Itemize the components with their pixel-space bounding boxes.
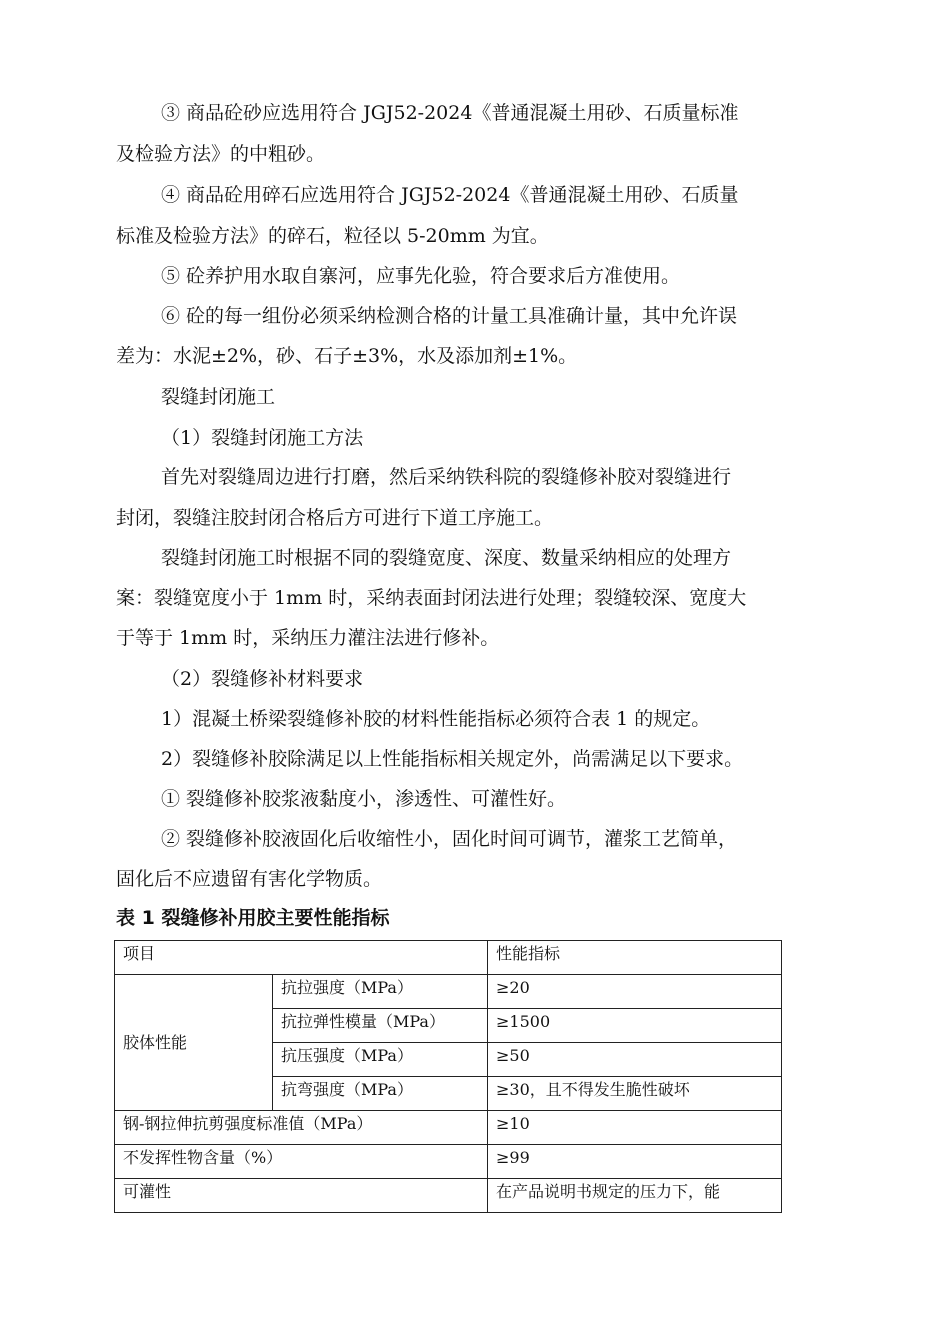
row-name-cell: 抗压强度（MPa） <box>273 1043 488 1077</box>
table-row <box>115 1111 782 1145</box>
row-name-cell: 可灌性 <box>115 1179 488 1213</box>
row-value-cell: 在产品说明书规定的压力下，能 <box>488 1179 782 1213</box>
row-value-cell: ≥10 <box>488 1111 782 1145</box>
subsection-heading: （1）裂缝封闭施工方法 <box>161 427 364 449</box>
paragraph-line: 差为：水泥±2%，砂、石子±3%，水及添加剂±1%。 <box>116 345 578 367</box>
paragraph-line: 固化后不应遗留有害化学物质。 <box>116 868 383 890</box>
table-caption: 表 1 裂缝修补用胶主要性能指标 <box>116 907 390 929</box>
paragraph-line: ⑥ 砼的每一组份必须采纳检测合格的计量工具准确计量，其中允许误 <box>161 305 738 327</box>
paragraph-line: 案：裂缝宽度小于 1mm 时，采纳表面封闭法进行处理；裂缝较深、宽度大 <box>116 587 747 609</box>
paragraph-line: 裂缝封闭施工时根据不同的裂缝宽度、深度、数量采纳相应的处理方 <box>161 547 732 569</box>
paragraph-line: ③ 商品砼砂应选用符合 JGJ52-2024《普通混凝土用砂、石质量标准 <box>161 102 739 124</box>
table-header-value: 性能指标 <box>488 941 782 975</box>
group-label-cell: 胶体性能 <box>115 975 273 1111</box>
section-heading: 裂缝封闭施工 <box>161 386 276 408</box>
paragraph-line: 2）裂缝修补胶除满足以上性能指标相关规定外，尚需满足以下要求。 <box>161 748 744 770</box>
paragraph-line: 于等于 1mm 时，采纳压力灌注法进行修补。 <box>116 627 500 649</box>
performance-table <box>114 940 782 1213</box>
row-name-cell: 抗拉弹性模量（MPa） <box>273 1009 488 1043</box>
row-name-cell: 钢-钢拉伸抗剪强度标准值（MPa） <box>115 1111 488 1145</box>
paragraph-line: ④ 商品砼用碎石应选用符合 JGJ52-2024《普通混凝土用砂、石质量 <box>161 184 739 206</box>
row-value-cell: ≥30，且不得发生脆性破坏 <box>488 1077 782 1111</box>
paragraph-line: ① 裂缝修补胶浆液黏度小，渗透性、可灌性好。 <box>161 788 567 810</box>
paragraph-line: 封闭，裂缝注胶封闭合格后方可进行下道工序施工。 <box>116 507 554 529</box>
row-value-cell: ≥50 <box>488 1043 782 1077</box>
row-value-cell: ≥99 <box>488 1145 782 1179</box>
row-value-cell: ≥20 <box>488 975 782 1009</box>
row-name-cell: 抗弯强度（MPa） <box>273 1077 488 1111</box>
row-name-cell: 不发挥性物含量（%） <box>115 1145 488 1179</box>
paragraph-line: 首先对裂缝周边进行打磨，然后采纳铁科院的裂缝修补胶对裂缝进行 <box>161 466 732 488</box>
table-row <box>115 1145 782 1179</box>
row-name-cell: 抗拉强度（MPa） <box>273 975 488 1009</box>
paragraph-line: ② 裂缝修补胶液固化后收缩性小，固化时间可调节，灌浆工艺简单， <box>161 828 738 850</box>
paragraph-line: 及检验方法》的中粗砂。 <box>116 143 326 165</box>
table-row <box>115 1179 782 1213</box>
paragraph-line: ⑤ 砼养护用水取自寨河，应事先化验，符合要求后方准使用。 <box>161 265 681 287</box>
paragraph-line: 1）混凝土桥梁裂缝修补胶的材料性能指标必须符合表 1 的规定。 <box>161 708 711 730</box>
table-header-row <box>115 941 782 975</box>
subsection-heading: （2）裂缝修补材料要求 <box>161 668 364 690</box>
table-header-item: 项目 <box>115 941 488 975</box>
row-value-cell: ≥1500 <box>488 1009 782 1043</box>
table-row <box>115 975 782 1009</box>
paragraph-line: 标准及检验方法》的碎石，粒径以 5-20mm 为宜。 <box>116 225 549 247</box>
